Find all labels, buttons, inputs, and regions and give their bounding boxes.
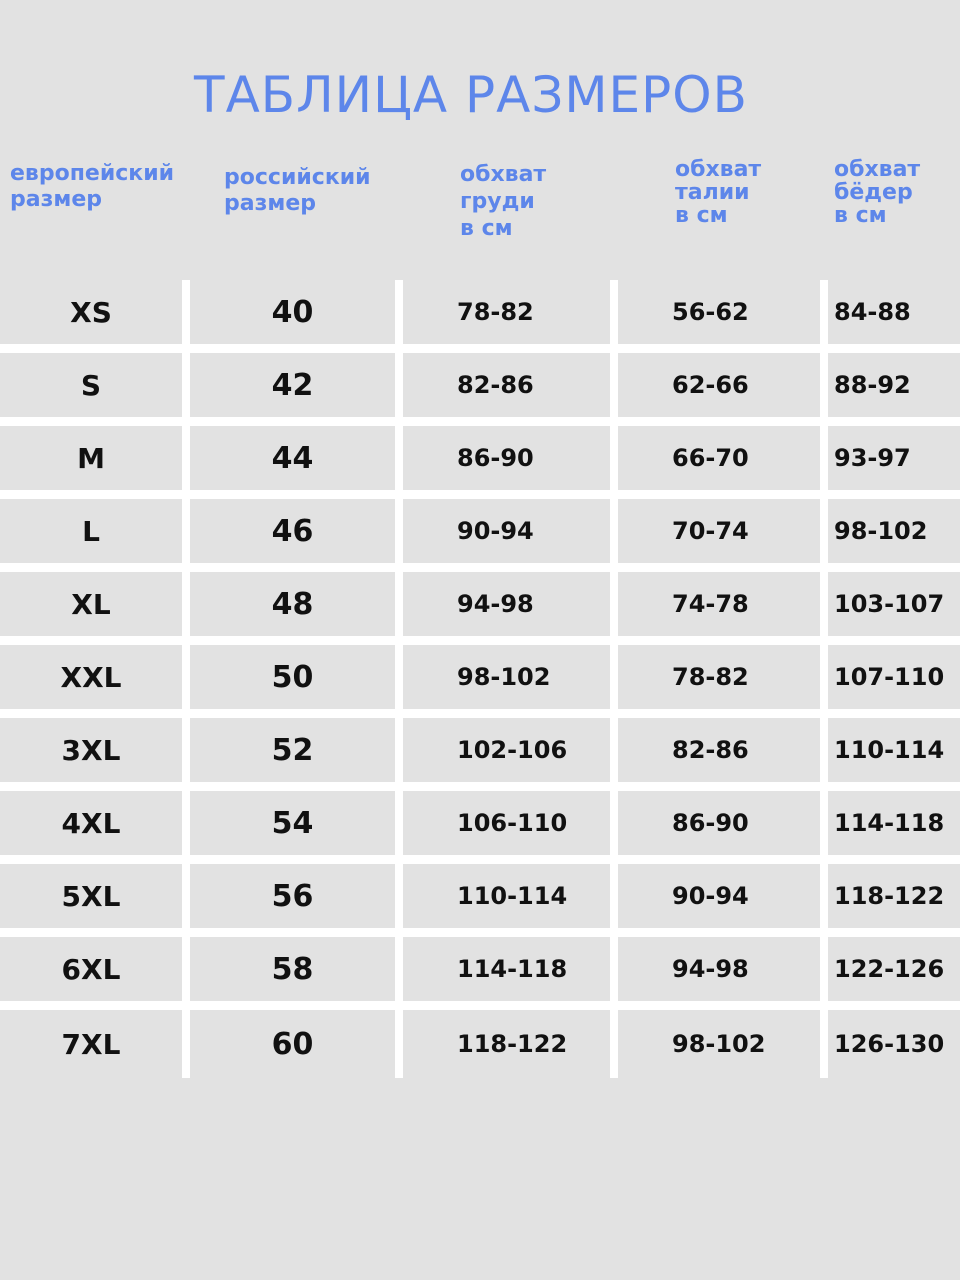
cell-russian-size: 48 bbox=[190, 572, 395, 636]
table-row bbox=[0, 864, 960, 928]
header-european-line-2: размер bbox=[10, 187, 103, 212]
cell-waist: 82-86 bbox=[618, 718, 820, 782]
cell-chest: 98-102 bbox=[403, 645, 610, 709]
header-chest bbox=[460, 161, 546, 242]
table-row bbox=[0, 353, 960, 417]
cell-chest: 114-118 bbox=[403, 937, 610, 1001]
cell-waist: 70-74 bbox=[618, 499, 820, 563]
header-waist-line-2: талии bbox=[675, 180, 750, 205]
cell-russian-size: 44 bbox=[190, 426, 395, 490]
cell-european-size: 7XL bbox=[0, 1010, 182, 1078]
table-row bbox=[0, 718, 960, 782]
header-russian-line-2: размер bbox=[224, 191, 317, 216]
cell-european-size: 5XL bbox=[0, 864, 182, 928]
table-row bbox=[0, 1010, 960, 1078]
cell-russian-size: 54 bbox=[190, 791, 395, 855]
cell-waist: 94-98 bbox=[618, 937, 820, 1001]
cell-hips: 118-122 bbox=[828, 864, 960, 928]
table-row bbox=[0, 499, 960, 563]
cell-hips: 88-92 bbox=[828, 353, 960, 417]
cell-european-size: S bbox=[0, 353, 182, 417]
cell-chest: 82-86 bbox=[403, 353, 610, 417]
cell-russian-size: 42 bbox=[190, 353, 395, 417]
cell-european-size: XL bbox=[0, 572, 182, 636]
cell-chest: 102-106 bbox=[403, 718, 610, 782]
cell-hips: 93-97 bbox=[828, 426, 960, 490]
cell-waist: 66-70 bbox=[618, 426, 820, 490]
header-russian-line-1: российский bbox=[224, 165, 371, 190]
header-european-line-1: европейский bbox=[10, 161, 175, 186]
cell-european-size: 6XL bbox=[0, 937, 182, 1001]
cell-european-size: XS bbox=[0, 280, 182, 344]
cell-hips: 122-126 bbox=[828, 937, 960, 1001]
table-row bbox=[0, 937, 960, 1001]
page-footer-space bbox=[0, 1078, 960, 1280]
cell-european-size: 4XL bbox=[0, 791, 182, 855]
table-row bbox=[0, 645, 960, 709]
cell-russian-size: 46 bbox=[190, 499, 395, 563]
cell-waist: 86-90 bbox=[618, 791, 820, 855]
cell-chest: 106-110 bbox=[403, 791, 610, 855]
cell-waist: 56-62 bbox=[618, 280, 820, 344]
cell-european-size: M bbox=[0, 426, 182, 490]
cell-waist: 78-82 bbox=[618, 645, 820, 709]
header-hips-line-1: обхват bbox=[834, 157, 921, 182]
header-hips-line-3: в см bbox=[834, 203, 887, 228]
cell-european-size: 3XL bbox=[0, 718, 182, 782]
cell-chest: 94-98 bbox=[403, 572, 610, 636]
cell-hips: 110-114 bbox=[828, 718, 960, 782]
cell-waist: 74-78 bbox=[618, 572, 820, 636]
cell-hips: 84-88 bbox=[828, 280, 960, 344]
cell-hips: 103-107 bbox=[828, 572, 960, 636]
cell-chest: 110-114 bbox=[403, 864, 610, 928]
cell-hips: 98-102 bbox=[828, 499, 960, 563]
cell-european-size: XXL bbox=[0, 645, 182, 709]
table-row bbox=[0, 791, 960, 855]
size-table bbox=[0, 280, 960, 1078]
header-chest-line-2: груди bbox=[460, 189, 535, 214]
cell-waist: 98-102 bbox=[618, 1010, 820, 1078]
cell-russian-size: 52 bbox=[190, 718, 395, 782]
cell-russian-size: 60 bbox=[190, 1010, 395, 1078]
header-hips-line-2: бёдер bbox=[834, 180, 913, 205]
table-row bbox=[0, 572, 960, 636]
cell-russian-size: 56 bbox=[190, 864, 395, 928]
page-title: ТАБЛИЦА РАЗМЕРОВ bbox=[194, 66, 748, 124]
table-row bbox=[0, 426, 960, 490]
header-waist bbox=[675, 158, 761, 227]
cell-waist: 62-66 bbox=[618, 353, 820, 417]
cell-chest: 90-94 bbox=[403, 499, 610, 563]
cell-russian-size: 58 bbox=[190, 937, 395, 1001]
cell-russian-size: 50 bbox=[190, 645, 395, 709]
cell-chest: 118-122 bbox=[403, 1010, 610, 1078]
cell-hips: 107-110 bbox=[828, 645, 960, 709]
cell-chest: 86-90 bbox=[403, 426, 610, 490]
header-chest-line-1: обхват bbox=[460, 162, 547, 187]
cell-russian-size: 40 bbox=[190, 280, 395, 344]
header-hips bbox=[834, 158, 920, 227]
header-russian-size bbox=[224, 165, 371, 217]
cell-chest: 78-82 bbox=[403, 280, 610, 344]
table-row bbox=[0, 280, 960, 344]
cell-hips: 126-130 bbox=[828, 1010, 960, 1078]
cell-hips: 114-118 bbox=[828, 791, 960, 855]
header-chest-line-3: в см bbox=[460, 216, 513, 241]
header-waist-line-1: обхват bbox=[675, 157, 762, 182]
cell-waist: 90-94 bbox=[618, 864, 820, 928]
cell-european-size: L bbox=[0, 499, 182, 563]
header-waist-line-3: в см bbox=[675, 203, 728, 228]
header-european-size bbox=[10, 161, 174, 213]
